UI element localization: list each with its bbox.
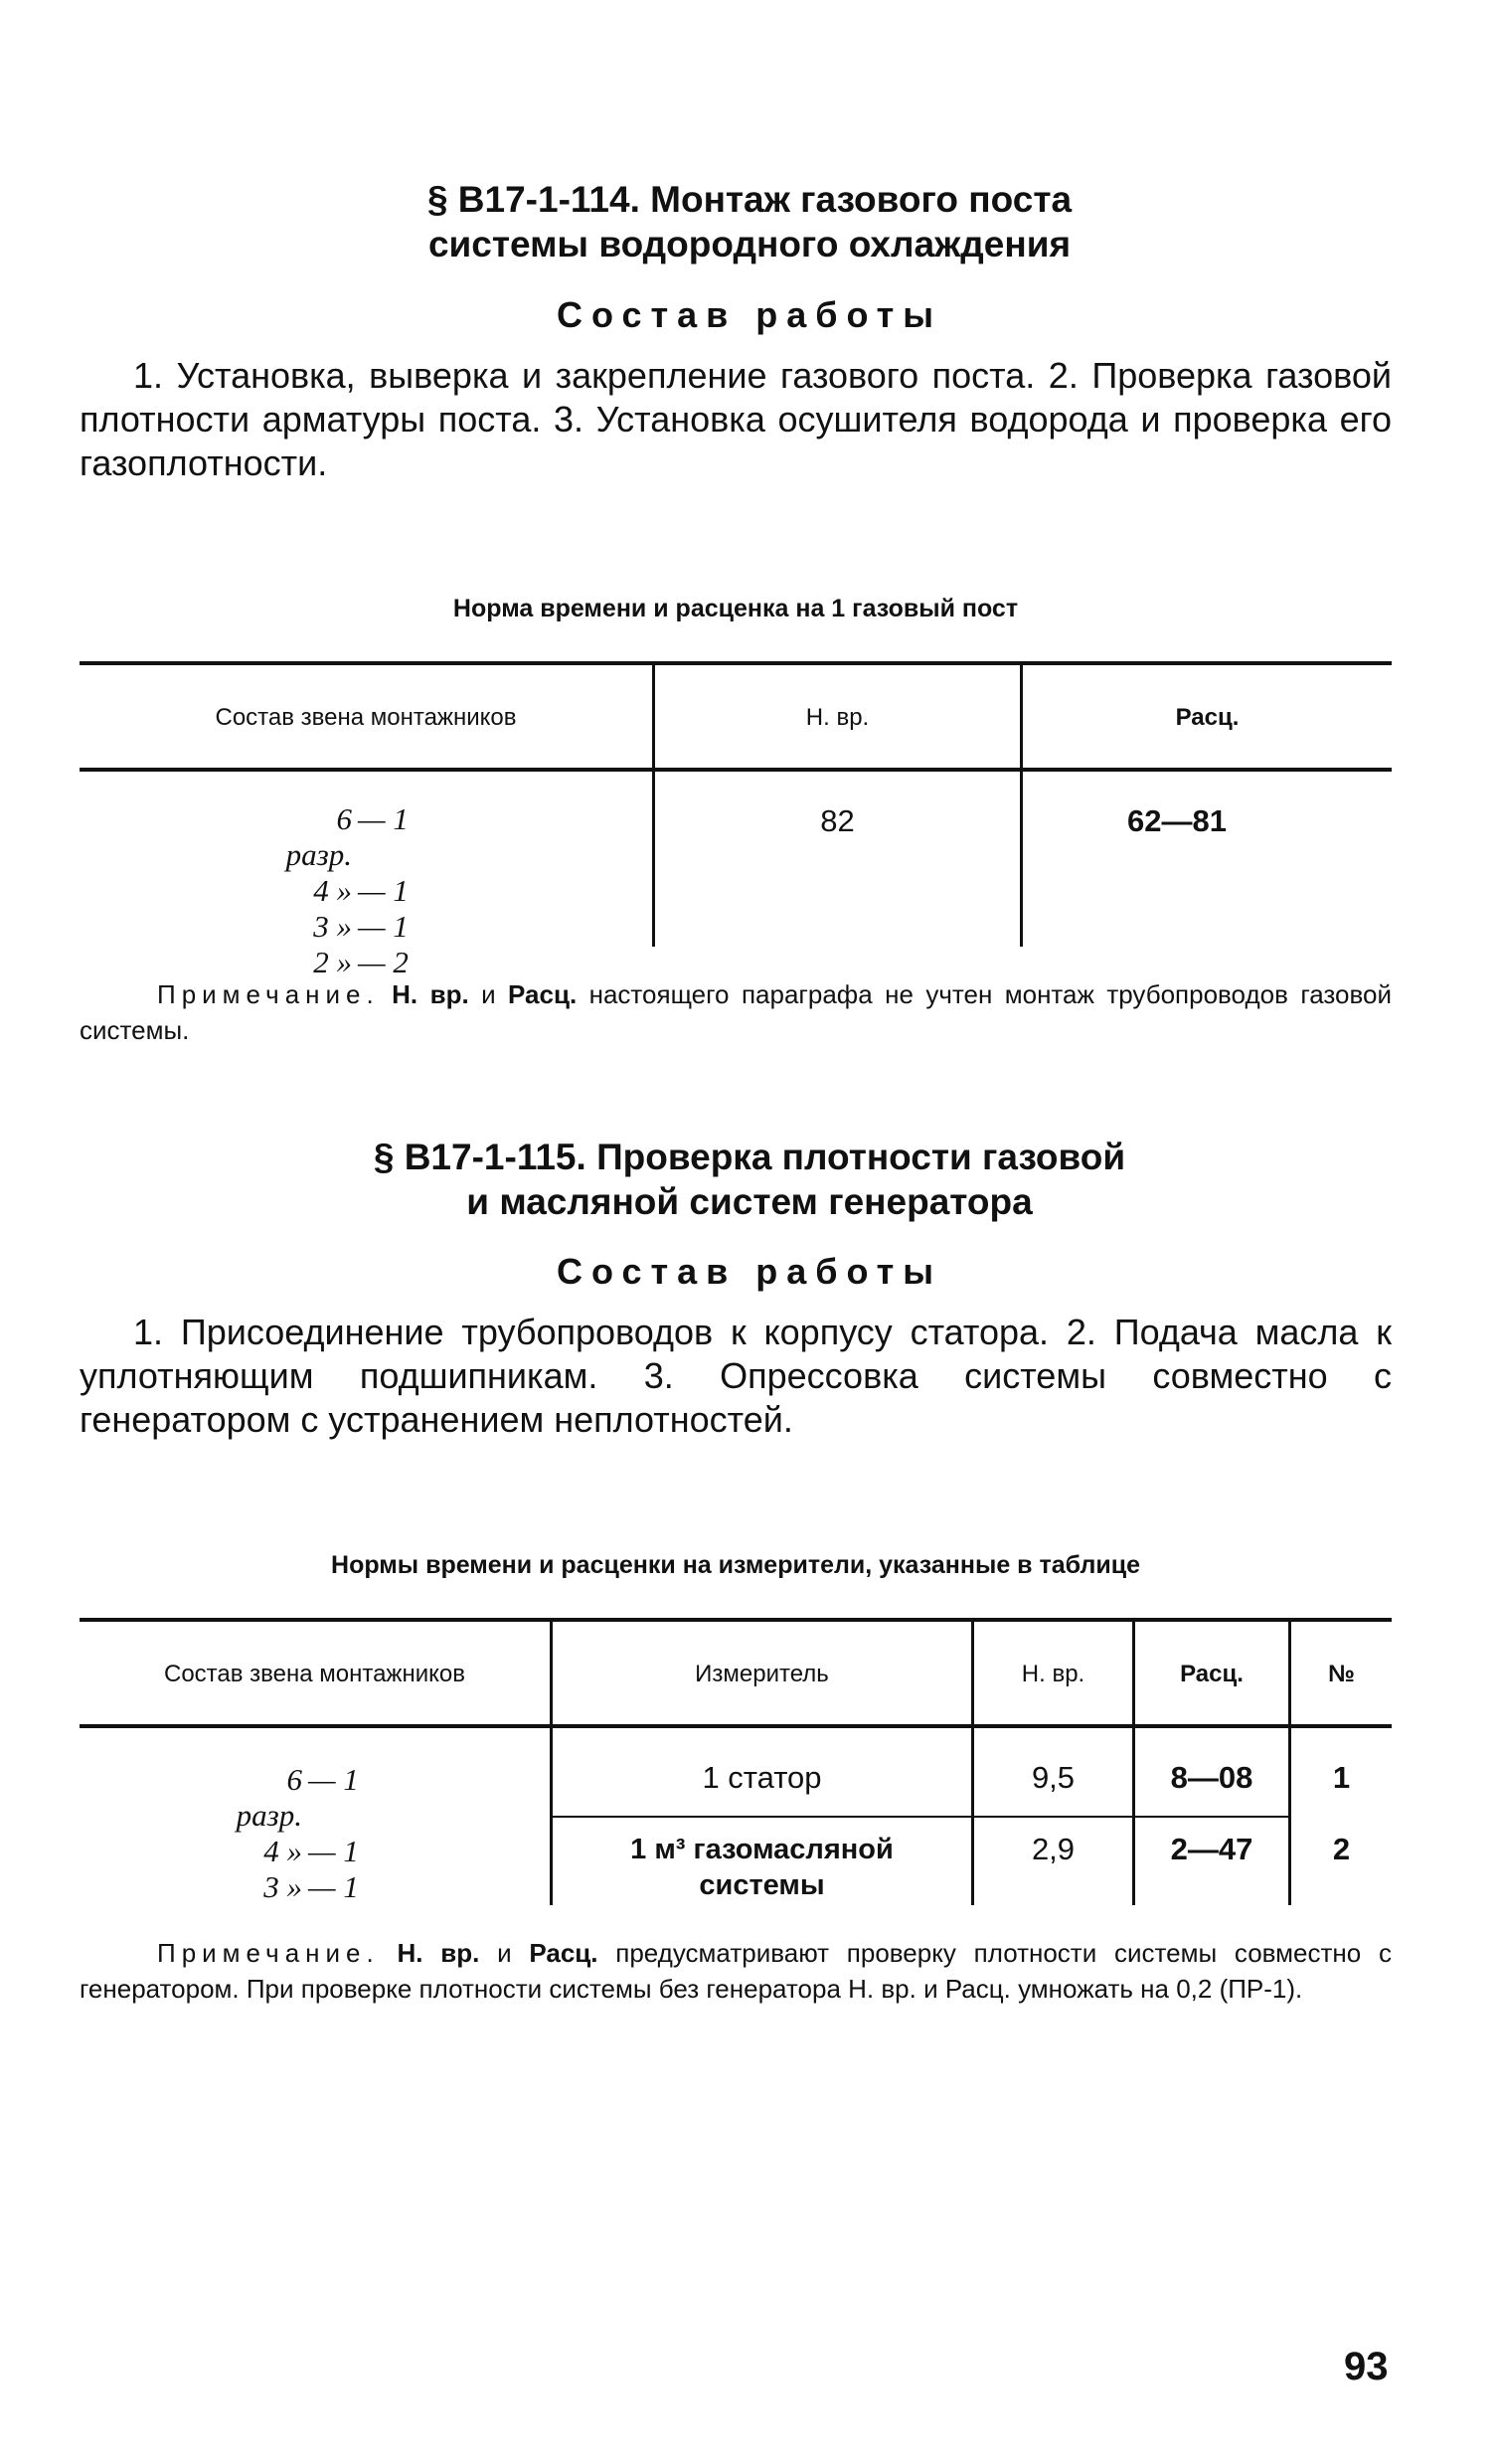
page-number: 93: [1344, 2345, 1389, 2388]
note-price-term: Расц.: [508, 979, 578, 1009]
section2-table-caption: Нормы времени и расценки на измерители, указанные в таблице: [331, 1551, 1140, 1579]
table2-row2-number: 2: [1332, 1832, 1351, 1866]
table2-header-norm: Н. вр.: [1021, 1661, 1085, 1687]
crew-row: 4 » — 1: [263, 1834, 359, 1868]
section1-body: 1. Установка, выверка и закрепление газового поста. 2. Проверка газовой плотности арматуры поста. 3. Установка осушителя водорода и проверка его газоплотности.: [80, 355, 1392, 483]
table2-header-price: Расц.: [1180, 1661, 1244, 1687]
table2-header-crew: Состав звена монтажников: [163, 1661, 466, 1687]
table2-row1-norm: 9,5: [1031, 1760, 1076, 1795]
meter-line: системы: [699, 1869, 825, 1901]
table2-row2-norm: 2,9: [1031, 1832, 1076, 1866]
table2-row-rule: [552, 1816, 1288, 1818]
table1-top-rule: [80, 661, 1392, 665]
section2-note: [80, 1935, 1392, 2007]
section1-title-line2: системы водородного охлаждения: [427, 224, 1072, 265]
section1-note: [80, 976, 1392, 1048]
table2-header-number: №: [1328, 1661, 1355, 1687]
table2-header-meter: Измеритель: [695, 1661, 829, 1687]
table1-price-value: 62—81: [1127, 803, 1227, 838]
note-lead: Примечание.: [157, 1938, 380, 1968]
section2-subtitle: Состав работы: [556, 1251, 943, 1292]
table2-row1-meter: 1 статор: [702, 1760, 822, 1795]
table2-row1-number: 1: [1332, 1760, 1351, 1795]
note-text: и: [468, 979, 509, 1009]
note-norm-term: Н. вр.: [397, 1938, 480, 1968]
note-text: предусматривают проверку плотности системы совместно с генератором. При проверке плотности системы без генератора Н. вр. и Расц. умножать на 0,2 (ПР-1).: [80, 1938, 1392, 2004]
section1-title-line1: § В17-1-114. Монтаж газового поста: [426, 179, 1073, 220]
section1-subtitle: Состав работы: [556, 294, 943, 335]
table2-crew: [217, 1762, 368, 1905]
crew-row: 6 разр. — 1: [285, 801, 409, 872]
section2-title-line1: § В17-1-115. Проверка плотности газовой: [373, 1137, 1126, 1177]
crew-row: 6 разр. — 1: [236, 1762, 359, 1833]
note-text: настоящего параграфа не учтен монтаж трубопроводов газовой системы.: [80, 979, 1392, 1045]
table1-header-crew: Состав звена монтажников: [215, 704, 517, 731]
table1-header-price: Расц.: [1175, 704, 1240, 731]
note-lead: Примечание.: [157, 979, 380, 1009]
section1-table-caption: Норма времени и расценка на 1 газовый пост: [452, 595, 1019, 622]
table2-row2-meter: [553, 1832, 971, 1903]
meter-line: 1 м³ газомасляной: [630, 1834, 894, 1865]
crew-row: 2 » — 2: [313, 945, 409, 979]
section2-title-line2: и масляной систем генератора: [466, 1181, 1033, 1223]
table1-norm-value: 82: [820, 803, 855, 838]
crew-row: 3 » — 1: [263, 1869, 359, 1904]
section2-title: [179, 1135, 1320, 1224]
table1-header-norm: Н. вр.: [805, 704, 870, 731]
note-price-term: Расц.: [529, 1938, 598, 1968]
table2-top-rule: [80, 1618, 1392, 1622]
table1-crew: [266, 801, 417, 980]
crew-row: 4 » — 1: [313, 873, 409, 908]
table1-header-rule: [80, 768, 1392, 772]
section2-body: 1. Присоединение трубопроводов к корпусу статора. 2. Подача масла к уплотняющим подшипникам. 3. Опрессовка системы совместно с генератором с устранением неплотностей.: [80, 1312, 1392, 1440]
note-text: и: [479, 1938, 530, 1968]
table2-row2-price: 2—47: [1170, 1832, 1253, 1866]
section1-title: [179, 177, 1320, 266]
crew-row: 3 » — 1: [313, 909, 409, 944]
note-norm-term: Н. вр.: [392, 979, 469, 1009]
table2-header-rule: [80, 1724, 1392, 1728]
table2-row1-price: 8—08: [1170, 1760, 1253, 1795]
